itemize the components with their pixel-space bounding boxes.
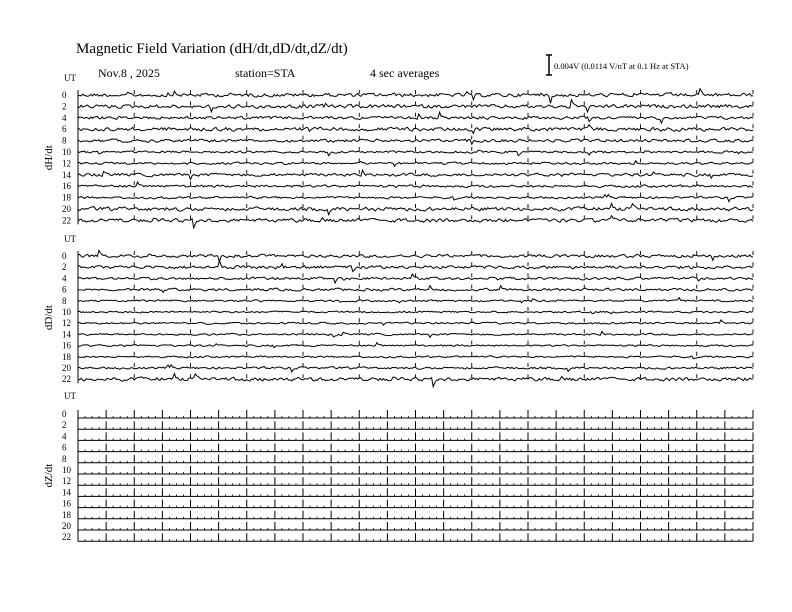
panel-ylabel: dH/dt — [43, 145, 55, 171]
row-label: 10 — [62, 147, 71, 157]
ut-axis-label: UT — [64, 234, 76, 244]
chart-title: Magnetic Field Variation (dH/dt,dD/dt,dZ/dt) — [76, 41, 348, 57]
row-label: 16 — [62, 340, 71, 351]
panel-ylabel: dZ/dt — [43, 463, 55, 488]
row-label: 0 — [62, 409, 67, 419]
row-label: 10 — [62, 307, 71, 317]
ut-axis-label: UT — [64, 73, 76, 83]
row-label: 6 — [62, 124, 67, 135]
row-label: 12 — [62, 476, 71, 487]
panels — [43, 73, 753, 542]
row-label: 4 — [62, 273, 67, 284]
row-label: 12 — [62, 318, 71, 329]
row-label: 20 — [62, 521, 71, 531]
station-label: station=STA — [235, 66, 296, 80]
row-label: 8 — [62, 453, 67, 464]
row-label: 20 — [62, 363, 71, 373]
row-label: 18 — [62, 351, 71, 362]
row-label: 16 — [62, 181, 71, 192]
row-label: 16 — [62, 498, 71, 509]
row-label: 4 — [62, 431, 67, 442]
row-label: 22 — [62, 532, 71, 543]
row-label: 2 — [62, 420, 67, 431]
panel-dd-dt — [43, 234, 753, 387]
trace-line — [78, 139, 753, 144]
row-label: 4 — [62, 112, 67, 123]
row-label: 0 — [62, 90, 67, 100]
row-label: 0 — [62, 251, 67, 261]
row-label: 20 — [62, 204, 71, 214]
scale-bar — [546, 55, 552, 75]
row-label: 14 — [62, 487, 71, 498]
row-label: 14 — [62, 169, 71, 180]
row-label: 2 — [62, 101, 67, 112]
row-label: 18 — [62, 509, 71, 520]
trace-line — [78, 356, 753, 359]
ut-axis-label: UT — [64, 391, 76, 401]
date-label: Nov.8 , 2025 — [98, 66, 160, 80]
panel-dh-dt — [43, 73, 753, 228]
averaging-label: 4 sec averages — [370, 66, 440, 80]
row-label: 18 — [62, 192, 71, 203]
row-label: 22 — [62, 215, 71, 226]
row-label: 6 — [62, 284, 67, 295]
scale-bar-label: 0.004V (0.0114 V/nT at 0.1 Hz at STA) — [554, 61, 689, 71]
row-label: 12 — [62, 158, 71, 169]
row-label: 10 — [62, 465, 71, 475]
panel-dz-dt — [43, 391, 753, 542]
row-label: 22 — [62, 374, 71, 385]
panel-ylabel: dD/dt — [43, 305, 55, 331]
row-label: 2 — [62, 262, 67, 273]
row-label: 14 — [62, 329, 71, 340]
trace-line — [78, 311, 753, 314]
trace-line — [78, 150, 753, 155]
row-label: 8 — [62, 135, 67, 146]
row-label: 6 — [62, 442, 67, 453]
row-label: 8 — [62, 295, 67, 306]
